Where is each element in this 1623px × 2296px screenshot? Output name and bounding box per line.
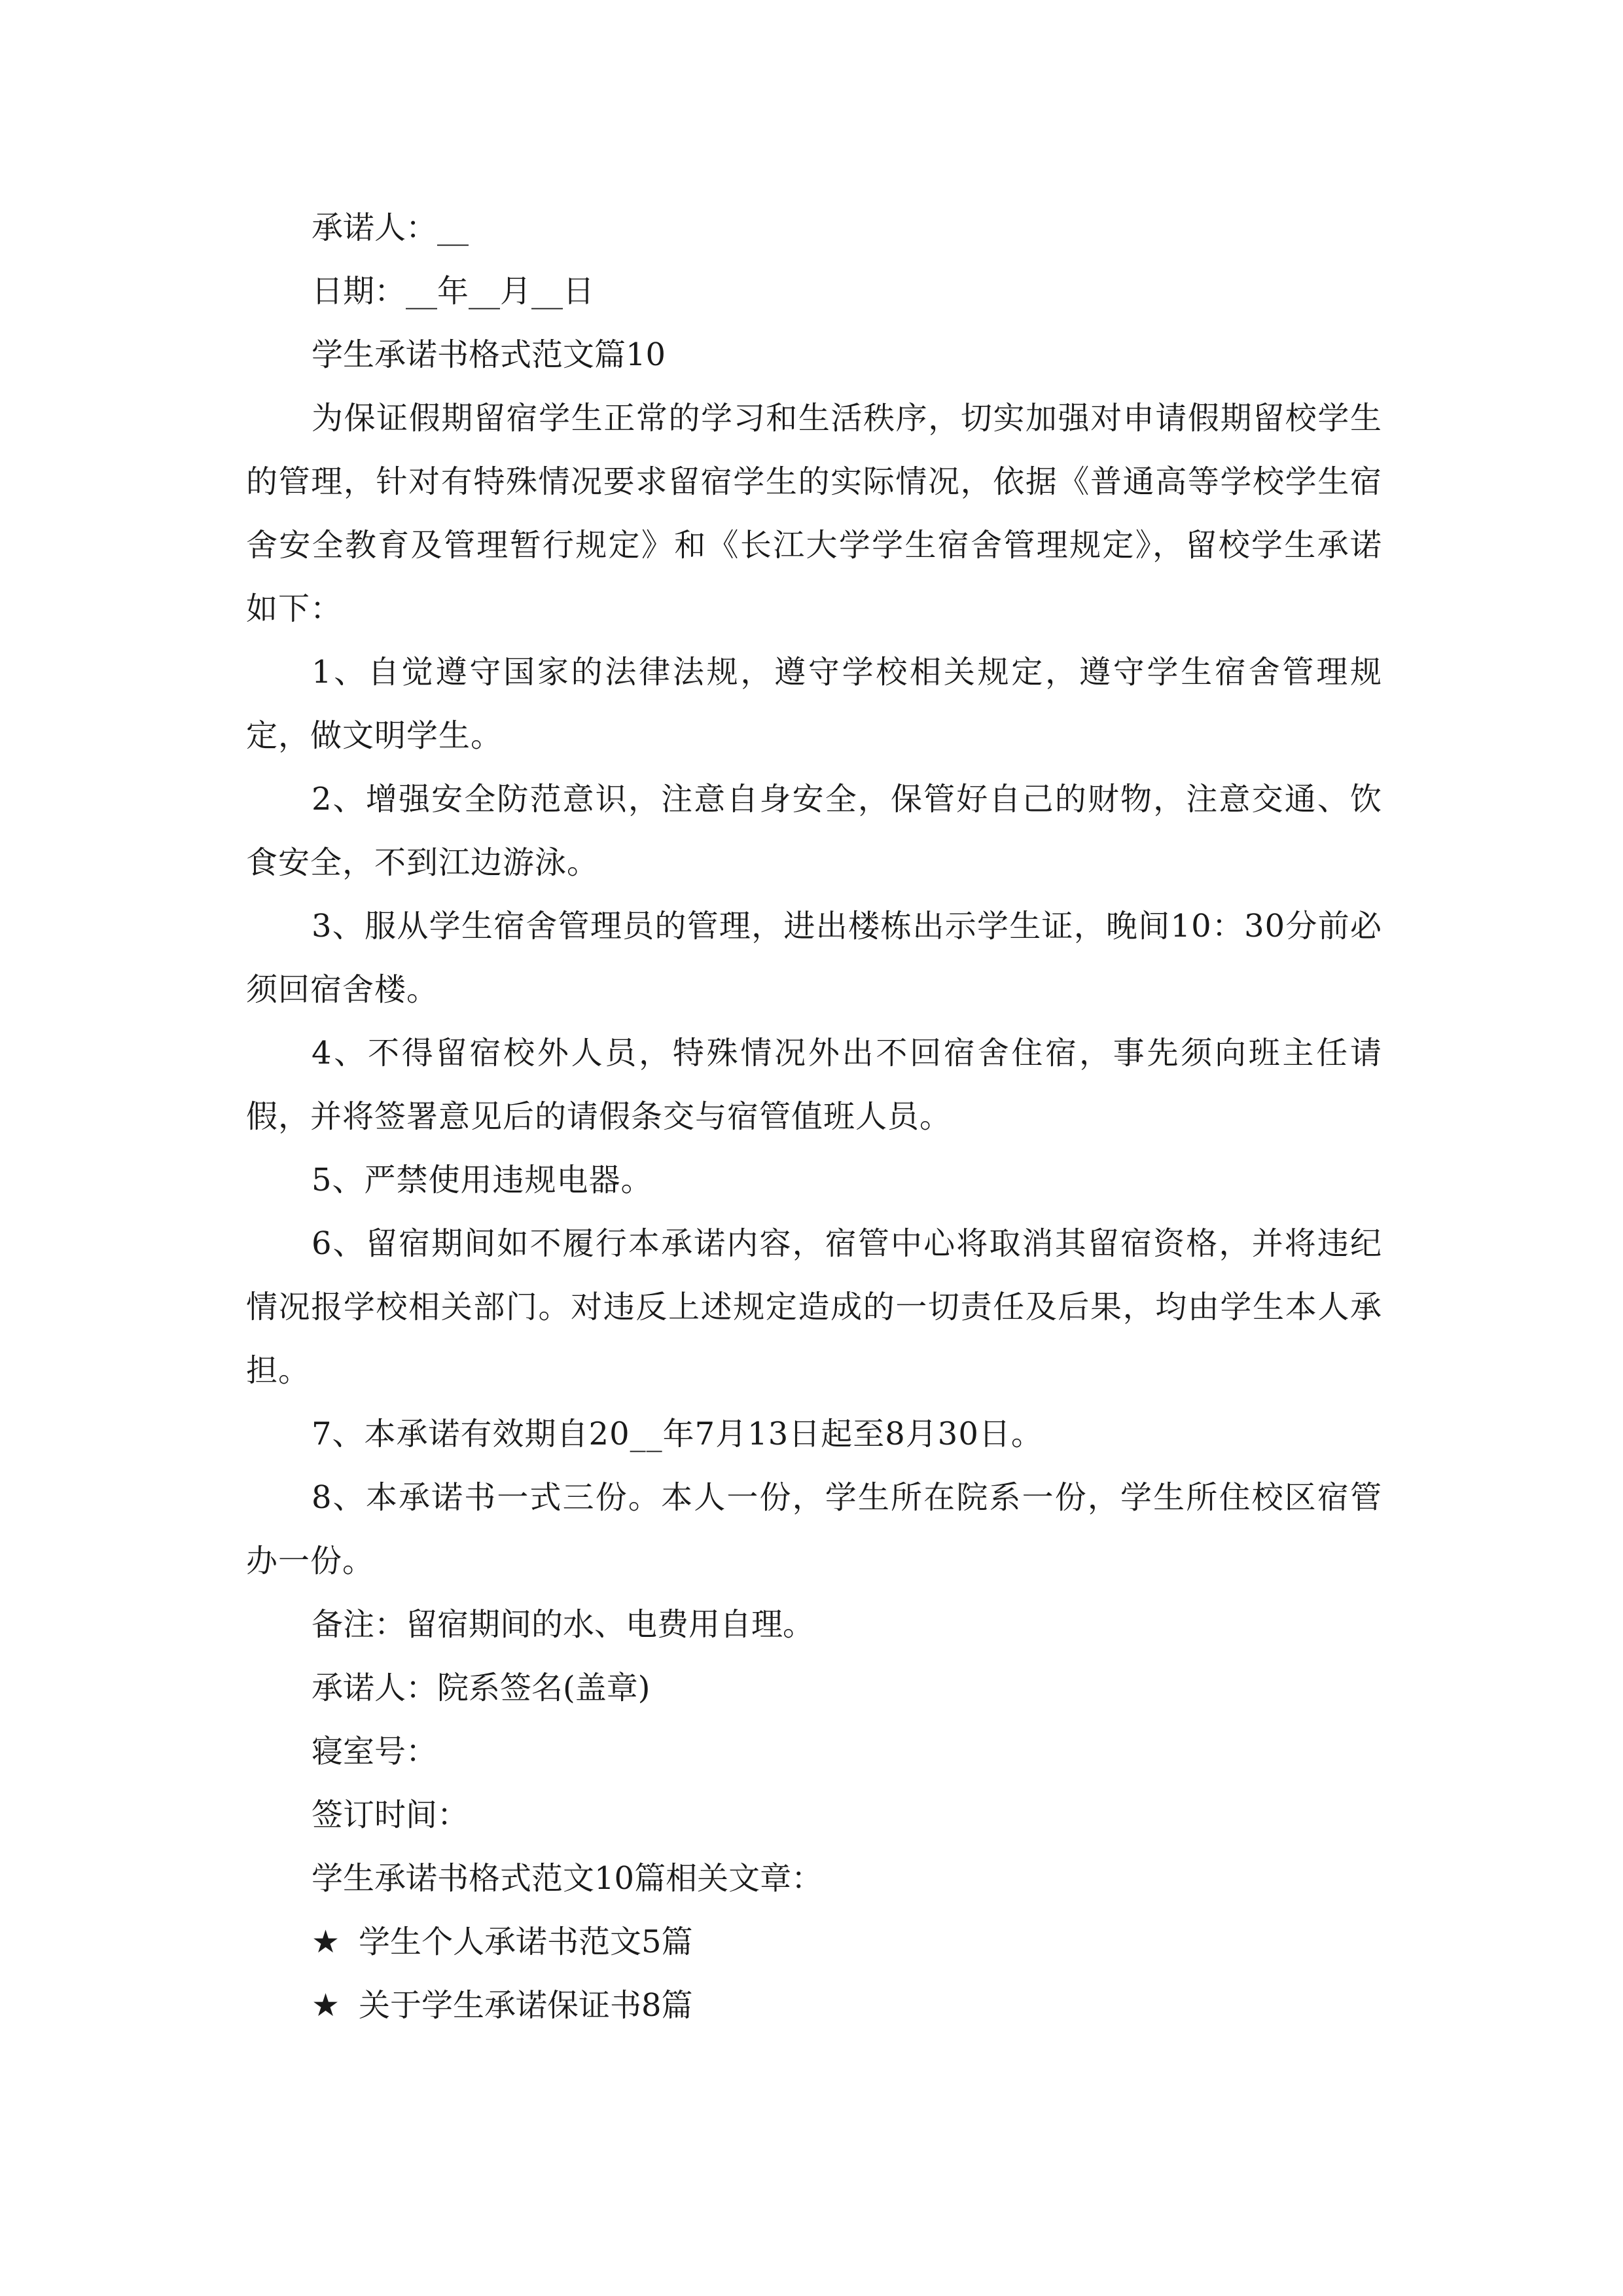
note-line: 备注：留宿期间的水、电费用自理。 [312, 1606, 815, 1643]
date-line-top: 日期：__年__月__日 [312, 273, 595, 310]
related-heading: 学生承诺书格式范文10篇相关文章： [312, 1860, 823, 1897]
promisor-line-bottom: 承诺人：院系签名(盖章) [312, 1670, 651, 1706]
star-icon: ★ [312, 1987, 340, 2024]
dorm-number-line: 寝室号： [312, 1733, 438, 1770]
related-link-label[interactable]: 关于学生承诺保证书8篇 [359, 1987, 693, 2024]
list-item-5: 5、严禁使用违规电器。 [312, 1162, 653, 1198]
list-item-2: 2、增强安全防范意识，注意自身安全，保管好自己的财物，注意交通、饮食安全，不到江边游泳。 [246, 781, 1382, 881]
section-title: 学生承诺书格式范文篇10 [312, 336, 666, 373]
list-item-7: 7、本承诺有效期自20__年7月13日起至8月30日。 [312, 1416, 1043, 1452]
list-item-6: 6、留宿期间如不履行本承诺内容，宿管中心将取消其留宿资格，并将违纪情况报学校相关部门。对违反上述规定造成的一切责任及后果，均由学生本人承担。 [246, 1225, 1382, 1389]
document-body [246, 196, 1382, 2037]
list-item-3: 3、服从学生宿舍管理员的管理，进出楼栋出示学生证，晚间10：30分前必须回宿舍楼。 [246, 908, 1382, 1008]
list-item-8: 8、本承诺书一式三份。本人一份，学生所在院系一份，学生所住校区宿管办一份。 [246, 1479, 1382, 1579]
related-link-label[interactable]: 学生个人承诺书范文5篇 [359, 1924, 693, 1960]
signed-time-line: 签订时间： [312, 1797, 469, 1833]
related-link-2[interactable] [246, 1974, 1382, 2037]
intro-paragraph: 为保证假期留宿学生正常的学习和生活秩序，切实加强对申请假期留校学生的管理，针对有特殊情况要求留宿学生的实际情况，依据《普通高等学校学生宿舍安全教育及管理暂行规定》和《长江大学学生宿舍管理规定》，留校学生承诺如下： [246, 400, 1382, 627]
promisor-line-top: 承诺人：__ [312, 209, 469, 246]
star-icon: ★ [312, 1924, 340, 1960]
list-item-4: 4、不得留宿校外人员，特殊情况外出不回宿舍住宿，事先须向班主任请假，并将签署意见后的请假条交与宿管值班人员。 [246, 1035, 1382, 1135]
list-item-1: 1、自觉遵守国家的法律法规，遵守学校相关规定，遵守学生宿舍管理规定，做文明学生。 [246, 654, 1382, 754]
related-link-1[interactable] [246, 1910, 1382, 1974]
